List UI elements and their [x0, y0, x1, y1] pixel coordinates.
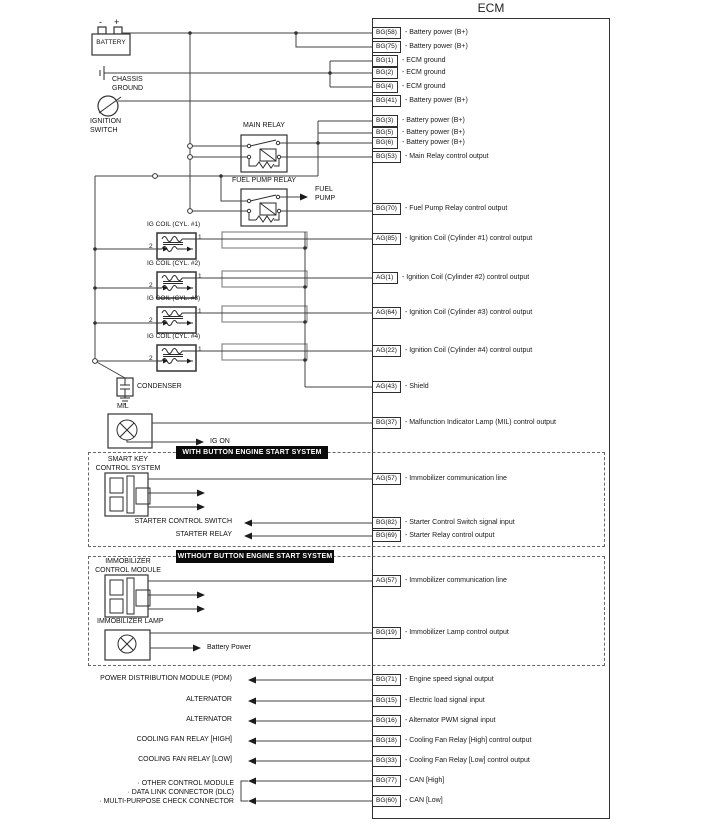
pin-connector: BG(37) — [372, 417, 401, 429]
mil-lamp-box — [108, 414, 152, 448]
ecm-pin-row — [372, 306, 532, 319]
immobilizer-lamp-label: IMMOBILIZER LAMP — [97, 618, 164, 625]
ecm-pin-row — [372, 94, 468, 107]
ecm-pin-row — [372, 271, 529, 284]
ig-on-label: IG ON — [210, 438, 230, 445]
pin-connector: BG(75) — [372, 41, 401, 53]
coil2-pin2: 2 — [149, 282, 153, 289]
shield-box — [222, 271, 307, 287]
pin-connector: BG(16) — [372, 715, 401, 727]
shield-boxes — [222, 232, 307, 360]
alternator-label: ALTERNATOR — [186, 696, 232, 703]
pin-connector: AG(57) — [372, 473, 401, 485]
pin-label: - CAN [Low] — [404, 797, 443, 804]
pin-label: - Main Relay control output — [404, 153, 489, 160]
ecm-pin-row — [372, 754, 530, 767]
alternator-label: ALTERNATOR — [186, 716, 232, 723]
pin-connector: BG(41) — [372, 95, 401, 107]
ecm-pin-row — [372, 344, 532, 357]
coil1-pin2: 2 — [149, 243, 153, 250]
pin-label: - Alternator PWM signal input — [404, 717, 496, 724]
ecm-pin-row — [372, 416, 556, 429]
ecm-pin-row — [372, 66, 446, 79]
mil-label: MIL — [117, 403, 129, 410]
ecm-pin-row — [372, 734, 531, 747]
ecm-pin-row — [372, 794, 443, 807]
pin-label: - ECM ground — [402, 57, 446, 64]
pin-label: - Starter Relay control output — [404, 532, 495, 539]
ignition-switch-label: IGNITION SWITCH — [90, 118, 122, 134]
shield-box — [222, 232, 307, 248]
pin-connector: BG(69) — [372, 530, 401, 542]
battery-post-neg — [98, 27, 106, 34]
coil2-pin1: 1 — [198, 273, 202, 280]
pin-label: - CAN [High] — [404, 777, 445, 784]
chassis-ground-icon — [100, 66, 104, 80]
ecm-pin-row — [372, 673, 494, 686]
with-button-banner: WITH BUTTON ENGINE START SYSTEM — [176, 446, 328, 459]
pin-label: - Cooling Fan Relay [Low] control output — [404, 757, 530, 764]
pin-label: - Immobilizer communication line — [404, 475, 507, 482]
pin-label: - Starter Control Switch signal input — [404, 519, 515, 526]
immobilizer-module-label: IMMOBILIZER CONTROL MODULE — [95, 558, 161, 574]
shield-box — [222, 344, 307, 360]
ecm-title: ECM — [477, 1, 505, 15]
ecm-pin-row — [372, 714, 496, 727]
pin-label: - Ignition Coil (Cylinder #2) control output — [402, 274, 530, 281]
ig-coil-4-label: IG COIL (CYL. #4) — [147, 333, 201, 340]
fuel-pump-label: FUEL PUMP — [315, 186, 336, 202]
pin-label: - Cooling Fan Relay [High] control output — [404, 737, 532, 744]
coil4-pin2: 2 — [149, 355, 153, 362]
starter-relay-label: STARTER RELAY — [175, 531, 232, 538]
pin-connector: BG(19) — [372, 627, 401, 639]
ig-coil-2-label: IG COIL (CYL. #2) — [147, 260, 201, 267]
pin-connector: BG(82) — [372, 517, 401, 529]
ecm-pin-row — [372, 136, 465, 149]
battery-power-label: Battery Power — [207, 644, 251, 651]
pin-label: - Ignition Coil (Cylinder #1) control output — [404, 235, 533, 242]
ecm-pin-row — [372, 626, 509, 639]
pin-connector: BG(77) — [372, 775, 401, 787]
pin-connector: BG(53) — [372, 151, 401, 163]
ecm-pin-row — [372, 232, 532, 245]
pin-label: - Immobilizer communication line — [404, 577, 507, 584]
starter-control-switch-label: STARTER CONTROL SWITCH — [134, 518, 232, 525]
pin-connector: BG(18) — [372, 735, 401, 747]
pin-label: - Battery power (B+) — [404, 97, 468, 104]
pin-connector: BG(15) — [372, 695, 401, 707]
fuel-pump-relay-label: FUEL PUMP RELAY — [231, 177, 297, 184]
pin-connector: BG(5) — [372, 127, 398, 139]
pin-connector: BG(58) — [372, 27, 401, 39]
pdm-label: POWER DISTRIBUTION MODULE (PDM) — [100, 675, 232, 682]
coil4-pin1: 1 — [198, 346, 202, 353]
pin-connector: BG(6) — [372, 137, 398, 149]
pin-connector: BG(2) — [372, 67, 398, 79]
pin-connector: BG(70) — [372, 203, 401, 215]
can-node-group-label: · OTHER CONTROL MODULE · DATA LINK CONNECTOR (DLC) · MULTI-PURPOSE CHECK CONNECTOR — [99, 780, 234, 805]
without-button-banner: WITHOUT BUTTON ENGINE START SYSTEM — [176, 550, 334, 563]
pin-label: - Shield — [404, 383, 429, 390]
pin-label: - Battery power (B+) — [404, 43, 468, 50]
ecm-pin-row — [372, 380, 429, 393]
battery-post-pos — [114, 27, 122, 34]
condenser-label: CONDENSER — [137, 383, 182, 390]
ecm-pin-row — [372, 516, 515, 529]
coil3-pin2: 2 — [149, 317, 153, 324]
pin-label: - Ignition Coil (Cylinder #3) control output — [404, 309, 533, 316]
coil3-pin1: 1 — [198, 308, 202, 315]
battery-label: BATTERY — [96, 39, 126, 46]
pin-connector: BG(60) — [372, 795, 401, 807]
pin-label: - Fuel Pump Relay control output — [404, 205, 508, 212]
pin-connector: BG(1) — [372, 55, 398, 67]
pin-label: - Immobilizer Lamp control output — [404, 629, 509, 636]
ecm-pin-row — [372, 40, 468, 53]
ecm-pin-row — [372, 472, 507, 485]
main-relay-label: MAIN RELAY — [243, 122, 285, 129]
chassis-ground-label: CHASSIS GROUND — [112, 76, 144, 92]
pin-label: - ECM ground — [402, 69, 446, 76]
ig-coil-1-label: IG COIL (CYL. #1) — [147, 221, 201, 228]
pin-label: - Electric load signal input — [404, 697, 485, 704]
pin-connector: AG(64) — [372, 307, 401, 319]
pin-label: - ECM ground — [402, 83, 446, 90]
cooling-fan-high-label: COOLING FAN RELAY [HIGH] — [136, 736, 232, 743]
pin-connector: AG(57) — [372, 575, 401, 587]
pin-connector: BG(4) — [372, 81, 398, 93]
ecm-pin-row — [372, 150, 489, 163]
shield-box — [222, 306, 307, 322]
pin-connector: AG(1) — [372, 272, 398, 284]
pin-label: - Battery power (B+) — [404, 29, 468, 36]
pin-label: - Battery power (B+) — [402, 117, 465, 124]
ecm-pin-row — [372, 694, 485, 707]
cooling-fan-low-label: COOLING FAN RELAY [LOW] — [138, 756, 232, 763]
pin-label: - Battery power (B+) — [402, 139, 465, 146]
pin-connector: BG(33) — [372, 755, 401, 767]
ecm-pin-row — [372, 26, 468, 39]
ecm-pin-row — [372, 529, 494, 542]
pin-connector: AG(22) — [372, 345, 401, 357]
pin-connector: BG(3) — [372, 115, 398, 127]
ig-coil-3-label: IG COIL (CYL. #3) — [147, 295, 201, 302]
pin-label: - Battery power (B+) — [402, 129, 465, 136]
battery-plus: + — [114, 17, 120, 27]
pin-connector: BG(71) — [372, 674, 401, 686]
pin-connector: AG(85) — [372, 233, 401, 245]
ecm-pin-row — [372, 574, 507, 587]
pin-label: - Ignition Coil (Cylinder #4) control output — [404, 347, 533, 354]
battery-minus: - — [99, 17, 102, 27]
ecm-pin-row — [372, 774, 444, 787]
ecm-pin-row — [372, 80, 446, 93]
pin-connector: AG(43) — [372, 381, 401, 393]
ecm-pin-row — [372, 202, 507, 215]
smart-key-label: SMART KEY CONTROL SYSTEM — [95, 456, 161, 472]
pin-label: - Malfunction Indicator Lamp (MIL) control output — [404, 419, 556, 426]
pin-label: - Engine speed signal output — [404, 676, 494, 683]
coil1-pin1: 1 — [198, 234, 202, 241]
